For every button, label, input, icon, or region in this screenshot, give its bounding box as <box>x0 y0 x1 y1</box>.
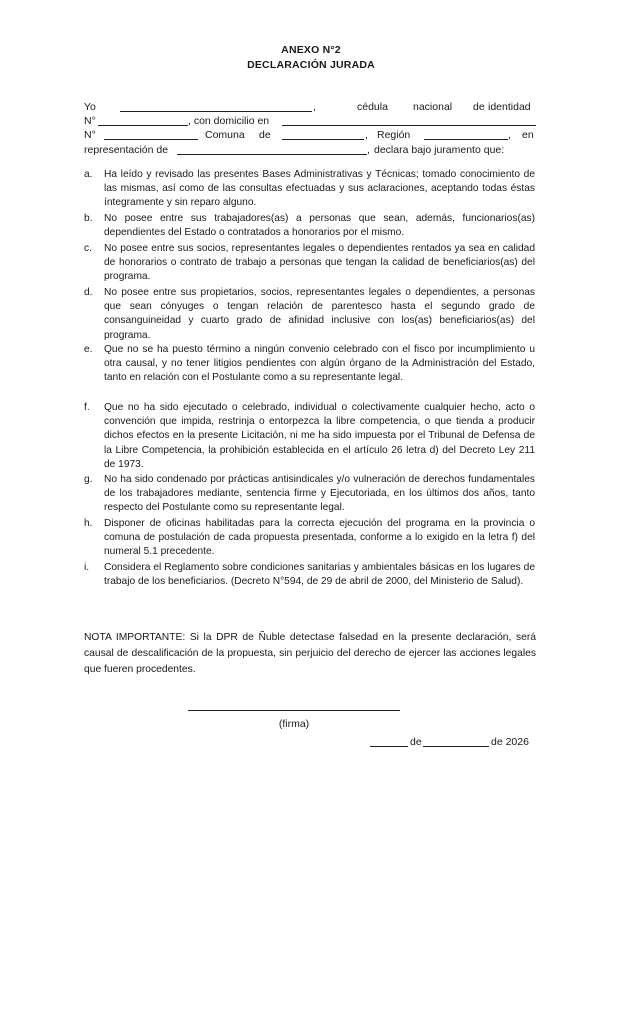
comma: , <box>313 101 316 113</box>
form-line-comuna <box>84 127 536 143</box>
document-title: DECLARACIÓN JURADA <box>247 59 375 71</box>
representation-blank[interactable] <box>177 154 367 155</box>
label-comuna: Comuna <box>205 129 245 141</box>
comma-4: , <box>367 144 370 156</box>
item-text: Que no se ha puesto término a ningún convenio celebrado con el fisco por incumplimiento u otra causal, y no tener litigios pendientes con algún órgano de la Administración del Estado, tanto en relación con el Postulante como a su representante legal. <box>104 344 535 384</box>
date-line <box>370 734 540 750</box>
label-domicilio: , con domicilio en <box>188 115 270 127</box>
item-text: No ha sido condenado por prácticas antisindicales y/o vulneración de derechos fundamentales de los trabajadores mediante, sentencia firme y Ejecutoriada, en los últimos dos años, tanto respecto del Postulante como su representante legal. <box>104 474 535 514</box>
item-label: i. <box>84 562 90 573</box>
day-blank[interactable] <box>370 746 408 747</box>
item-label: h. <box>84 518 93 529</box>
label-de-2: de <box>259 129 271 141</box>
id-number-blank[interactable] <box>98 125 188 126</box>
month-blank[interactable] <box>423 746 489 747</box>
item-text: Considera el Reglamento sobre condiciones sanitarias y ambientales básicas en los lugares de trabajo de los beneficiarios. (Decreto N°594, de 29 de abril de 2000, del Ministerio de Salud). <box>104 562 535 588</box>
item-label: e. <box>84 344 93 355</box>
address-blank[interactable] <box>282 125 536 126</box>
label-no: N° <box>84 115 96 127</box>
item-text: Disponer de oficinas habilitadas para la correcta ejecución del programa en la provincia o comuna de postulación de cada propuesta presentada, conforme a lo exigido en la letra f) del numeral 5.1 precedente. <box>104 518 535 558</box>
label-cedula: cédula <box>357 101 388 113</box>
signature-line[interactable] <box>188 710 400 711</box>
annex-heading: ANEXO N°2 <box>281 44 341 56</box>
item-text: Ha leído y revisado las presentes Bases Administrativas y Técnicas; tomado conocimiento de las mismas, así como de las consultas efectuadas y sus aclaraciones, aceptando todas éstas íntegramente y sin reparo alguno. <box>104 169 535 209</box>
label-no-2: N° <box>84 129 96 141</box>
item-text: Que no ha sido ejecutado o celebrado, individual o colectivamente cualquier hecho, acto o convención que impida, restrinja o entorpezca la libre competencia, o que tienda a producir dichos efectos en la presente Licitación, ni me ha sido impuesta por el Tribunal de Defensa de la Libre Competencia, la prohibición establecida en el artículo 26 letra d) del Decreto Ley 211 de 1973. <box>104 402 535 470</box>
item-label: b. <box>84 213 93 224</box>
signature-label: (firma) <box>278 718 310 730</box>
item-text: No posee entre sus propietarios, socios, representantes legales o dependientes, a personas que sean cónyuges o tengan relación de parentesco hasta el segundo grado de consanguineidad y cuarto grado de afinidad inclusive con los(as) beneficiarios(as) del programa. <box>104 287 535 341</box>
label-de-date: de <box>410 736 422 748</box>
item-label: d. <box>84 287 93 298</box>
item-label: g. <box>84 474 93 485</box>
comuna-blank[interactable] <box>282 139 364 140</box>
item-label: c. <box>84 243 92 254</box>
item-text: No posee entre sus trabajadores(as) a personas que sean, además, funcionarios(as) dependientes del Estado o contratados a honorarios por el mismo. <box>104 213 535 239</box>
label-en: en <box>522 129 534 141</box>
important-note: NOTA IMPORTANTE: Si la DPR de Ñuble detectase falsedad en la presente declaración, será causal de descalificación de la propuesta, sin perjuicio del derecho de ejercer las acciones legales que fueren procedentes. <box>84 632 536 675</box>
item-text: No posee entre sus socios, representantes legales o dependientes rentados ya sea en calidad de honorarios o contrato de trabajo a personas que tengan la calidad de beneficiarios(as) del programa. <box>104 243 535 283</box>
street-number-blank[interactable] <box>104 139 198 140</box>
comma-3: , <box>508 129 511 141</box>
label-nacional: nacional <box>413 101 453 113</box>
name-blank[interactable] <box>120 111 312 112</box>
label-representacion: representación de <box>84 144 169 156</box>
region-blank[interactable] <box>424 139 508 140</box>
label-region: Región <box>377 129 411 141</box>
item-label: a. <box>84 169 93 180</box>
comma-2: , <box>365 129 368 141</box>
item-label: f. <box>84 402 90 413</box>
label-declara: declara bajo juramento que: <box>374 144 505 156</box>
label-year: de 2026 <box>491 736 529 748</box>
label-identidad: identidad <box>488 101 531 113</box>
label-de: de <box>473 101 485 113</box>
form-line-representation <box>84 142 536 158</box>
label-yo: Yo <box>84 101 96 113</box>
